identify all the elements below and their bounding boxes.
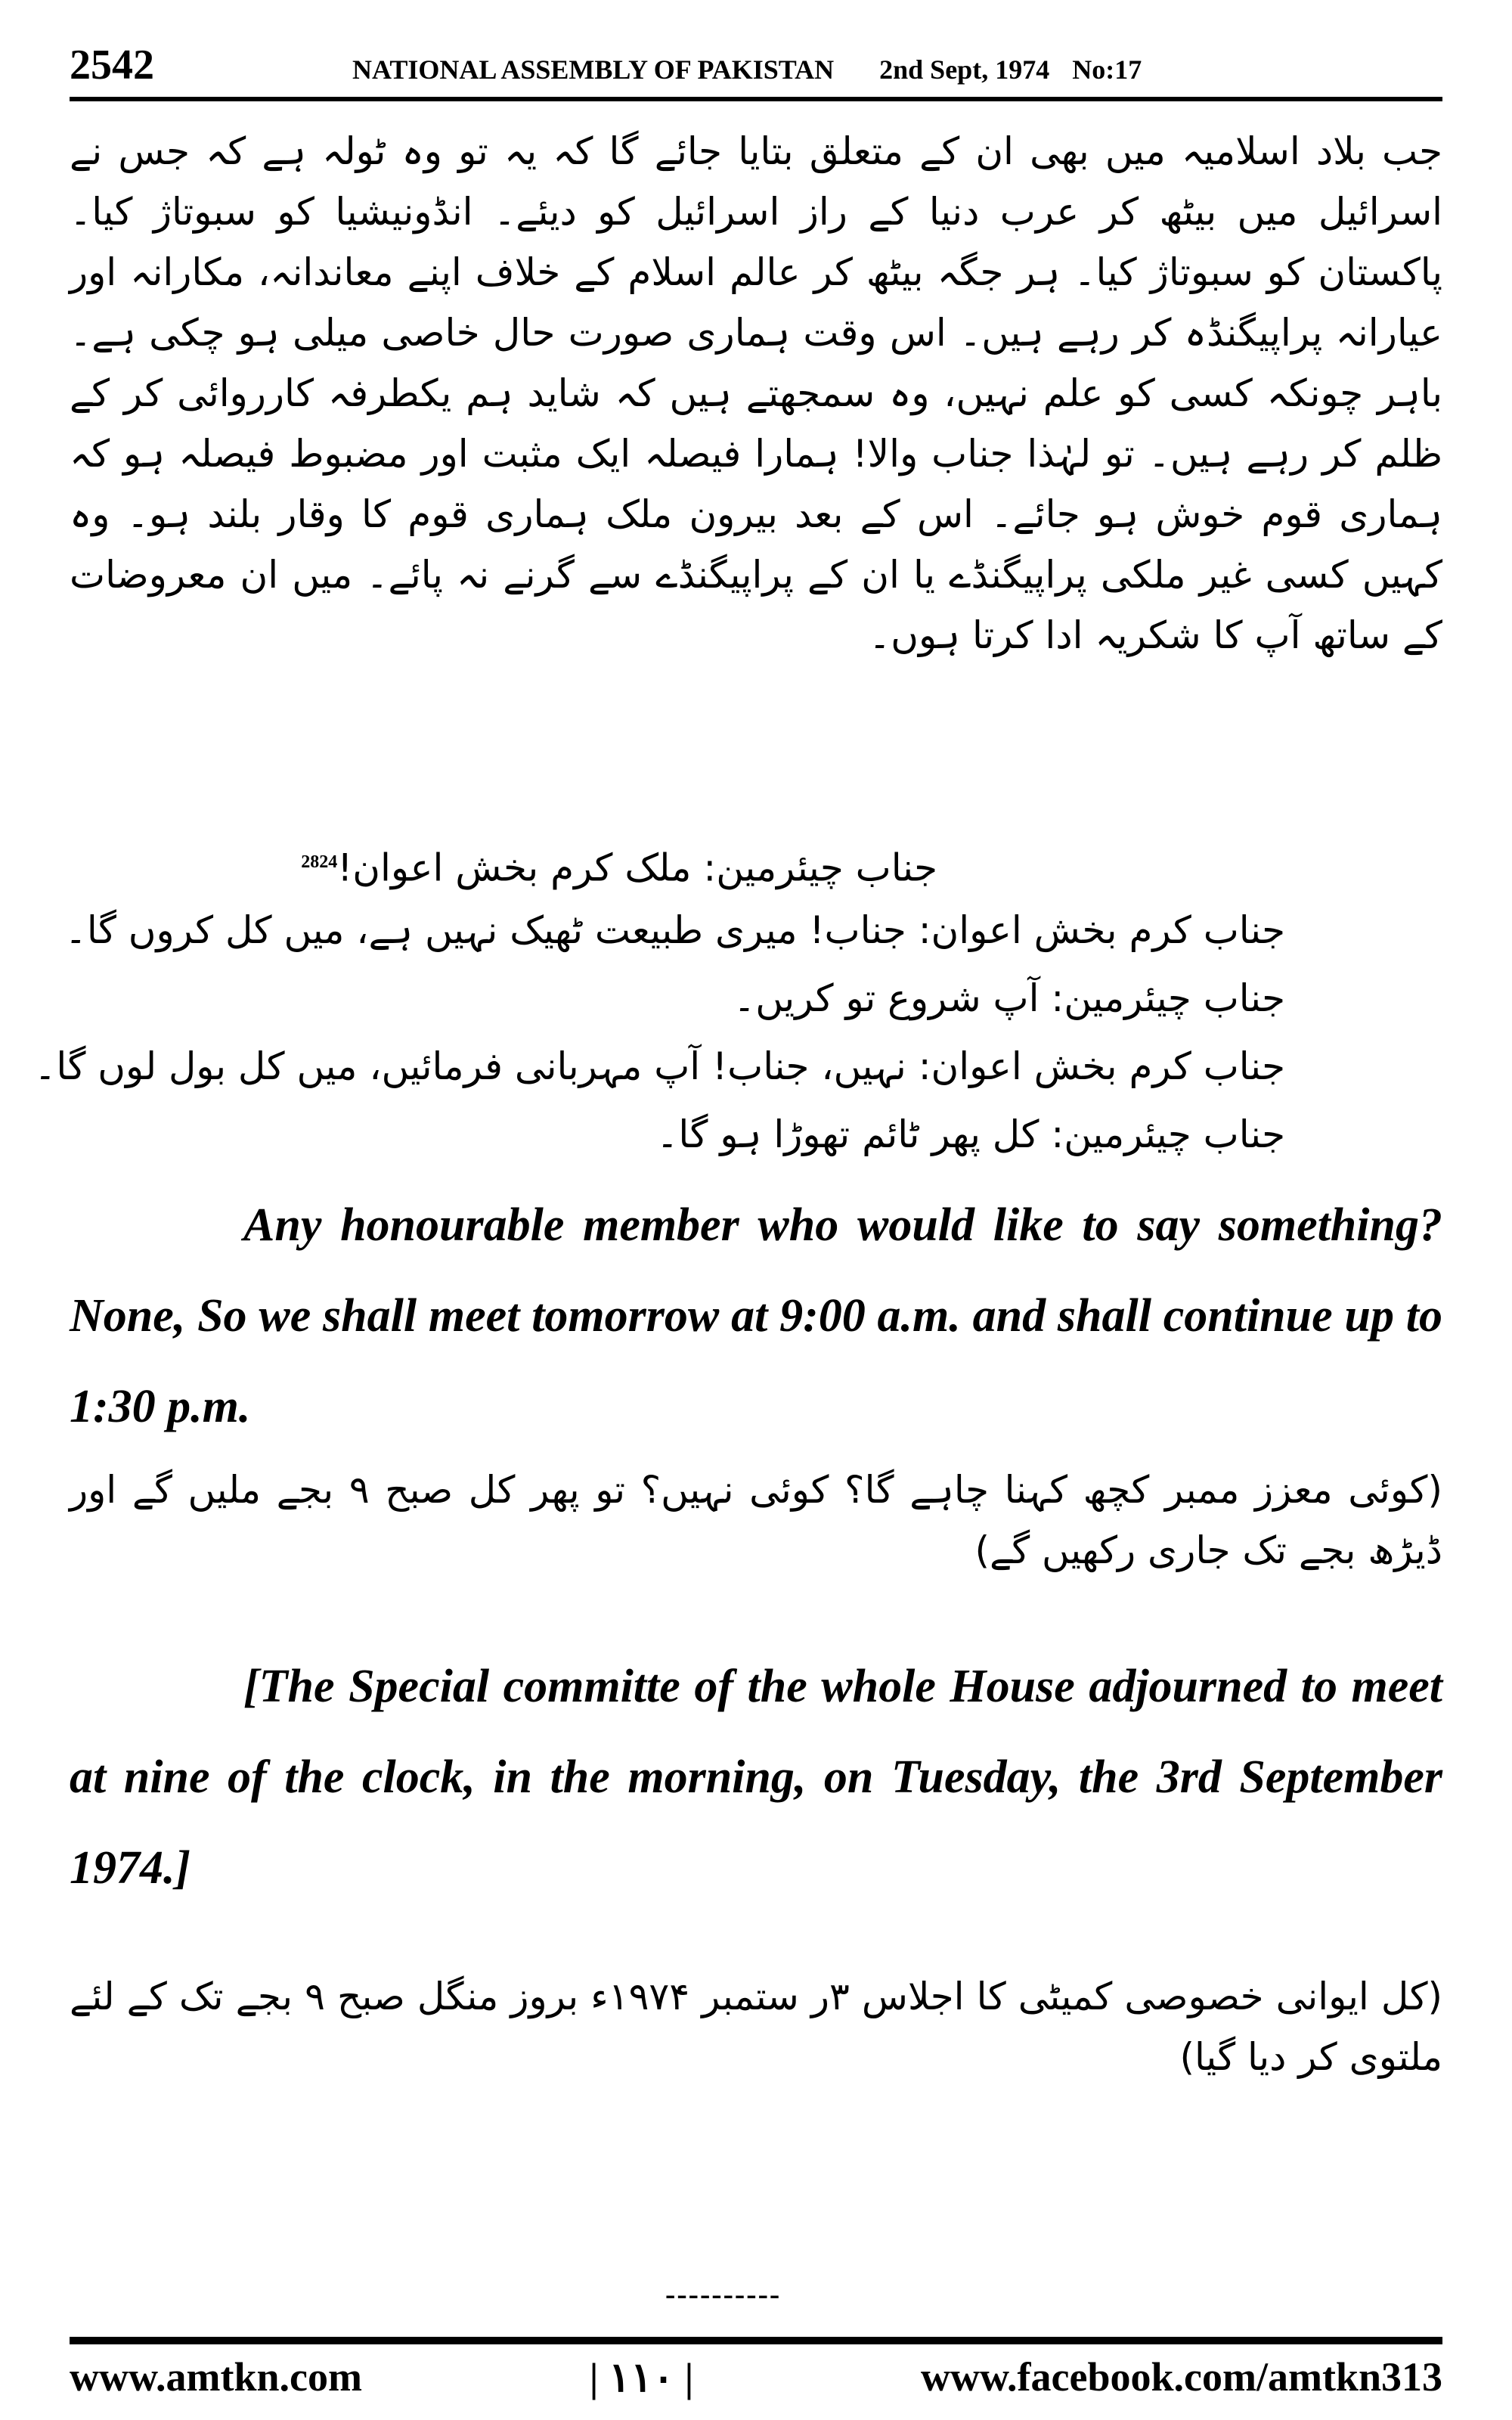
dialogue-line-5: جناب چیئرمین: کل پھر ٹائم تھوڑا ہو گا۔ [656, 1112, 1285, 1156]
dialogue-line-2: جناب کرم بخش اعوان: جناب! میری طبیعت ٹھیک نہیں ہے، میں کل کروں گا۔ [64, 908, 1285, 952]
page-number: 2542 [70, 42, 154, 88]
session-date: 2nd Sept, 1974 [879, 54, 1050, 85]
dialogue-line-1 [301, 832, 937, 898]
speech-paragraph: جب بلاد اسلامیہ میں بھی ان کے متعلق بتایا جائے گا کہ یہ تو وہ ٹولہ ہے کہ جس نے اسرائیل میں بیٹھ کر عرب دنیا کے راز اسرائیل کو دیئے۔ انڈونیشیا کو سبوتاژ کیا۔ پاکستان کو سبوتاژ کیا۔ ہر جگہ بیٹھ کر عالم اسلام کے خلاف اپنے معاندانہ، مکارانہ اور عیارانہ پراپیگنڈہ کر رہے ہیں۔ اس وقت ہماری صورت حال خاصی میلی ہو چکی ہے۔ باہر چونکہ کسی کو علم نہیں، وہ سمجھتے ہیں کہ شاید ہم یکطرفہ کارروائی کر کے ظلم کر رہے ہیں۔ تو لہٰذا جناب والا! ہمارا فیصلہ ایک مثبت اور مضبوط فیصلہ ہو کہ ہماری قوم خوش ہو جائے۔ اس کے بعد بیرون ملک ہماری قوم کا وقار بلند ہو۔ وہ کہیں کسی غیر ملکی پراپیگنڈے یا ان کے پراپیگنڈے سے گرنے نہ پائے۔ میں ان معروضات کے ساتھ آپ کا شکریہ ادا کرتا ہوں۔ [70, 129, 1442, 657]
page-footer [70, 2350, 1442, 2403]
footer-rule [70, 2337, 1442, 2344]
urdu-adjournment: (کل ایوانی خصوصی کمیٹی کا اجلاس ۳ر ستمبر ۱۹۷۴ء بروز منگل صبح ۹ بجے تک کے لئے ملتوی کر دیا گیا) [70, 1975, 1443, 2079]
english-chairman-text: Any honourable member who would like to say something? None, So we shall meet tomorrow at 9:00 a.m. and shall continue up to 1:30 p.m. [70, 1199, 1442, 1432]
dialogue-line-3: جناب چیئرمین: آپ شروع تو کریں۔ [733, 976, 1285, 1020]
end-separator: ---------- [665, 2277, 782, 2311]
footer-page-marker: | ۱۱۰ | [589, 2354, 694, 2400]
dialogue-line-1-text: جناب چیئرمین: ملک کرم بخش اعوان! [337, 845, 937, 890]
dialogue-line-4: جناب کرم بخش اعوان: نہیں، جناب! آپ مہربانی فرمائیں، میں کل بول لوں گا۔ [34, 1044, 1285, 1088]
english-adjournment-text: [The Special committe of the whole House adjourned to meet at nine of the clock, in the morning, on Tuesday, the 3rd September 1974.] [70, 1661, 1442, 1894]
website-link[interactable]: www.amtkn.com [70, 2354, 362, 2400]
page-header [70, 32, 1442, 86]
footnote-reference: 2824 [301, 852, 338, 872]
facebook-link[interactable]: www.facebook.com/amtkn313 [921, 2354, 1442, 2400]
urdu-chairman-remark: (کوئی معزز ممبر کچھ کہنا چاہے گا؟ کوئی نہیں؟ تو پھر کل صبح ۹ بجے ملیں گے اور ڈیڑھ بجے تک جاری رکھیں گے) [70, 1468, 1442, 1572]
english-adjournment [70, 1641, 1442, 1913]
header-rule [70, 97, 1442, 101]
issue-number: No:17 [1072, 54, 1142, 85]
english-chairman-remark [70, 1180, 1442, 1452]
assembly-title: NATIONAL ASSEMBLY OF PAKISTAN [352, 54, 835, 85]
